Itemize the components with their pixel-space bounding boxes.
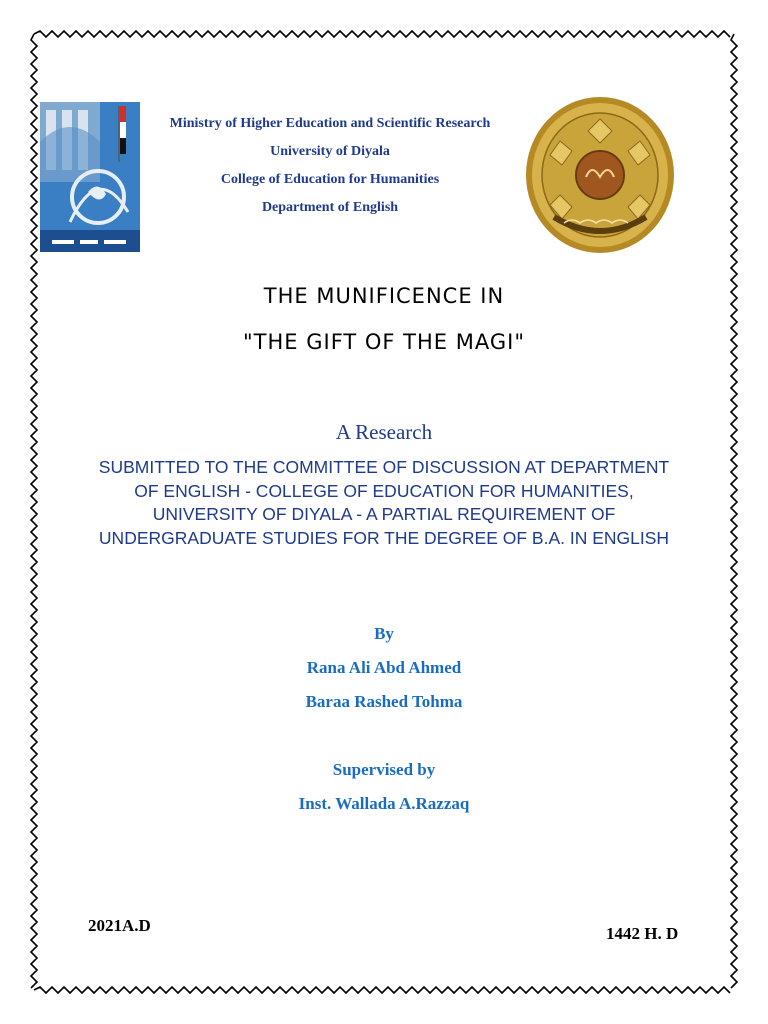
by-label: By — [374, 624, 394, 643]
gregorian-year: 2021A.D — [88, 916, 151, 935]
college-seal — [524, 95, 676, 255]
author-name-2: Baraa Rashed Tohma — [305, 692, 463, 711]
hijri-year: 1442 H. D — [606, 924, 679, 943]
research-label: A Research — [335, 420, 433, 444]
supervisor-name: Inst. Wallada A.Razzaq — [298, 794, 470, 813]
supervised-by-label: Supervised by — [332, 760, 436, 779]
title-line-1: THE MUNIFICENCE IN — [263, 284, 505, 308]
department-name: Department of English — [261, 200, 399, 215]
college-name: College of Education for Humanities — [220, 172, 440, 187]
university-of-diyala-logo — [40, 102, 140, 252]
author-name-1: Rana Ali Abd Ahmed — [306, 658, 462, 677]
title-line-2: "THE GIFT OF THE MAGI" — [243, 330, 525, 354]
submission-statement: SUBMITTED TO THE COMMITTEE OF DISCUSSION AT DEPARTMENT OF ENGLISH - COLLEGE OF EDUCATION FOR HUMANITIES, UNIVERSITY OF DIYALA - A PARTIAL REQUIREMENT OF UNDERGRADUATE STUDIES FOR THE DEGREE OF B.A. IN ENGLISH — [98, 457, 670, 548]
ministry-name: Ministry of Higher Education and Scientific Research — [169, 116, 491, 131]
university-name: University of Diyala — [270, 144, 390, 159]
